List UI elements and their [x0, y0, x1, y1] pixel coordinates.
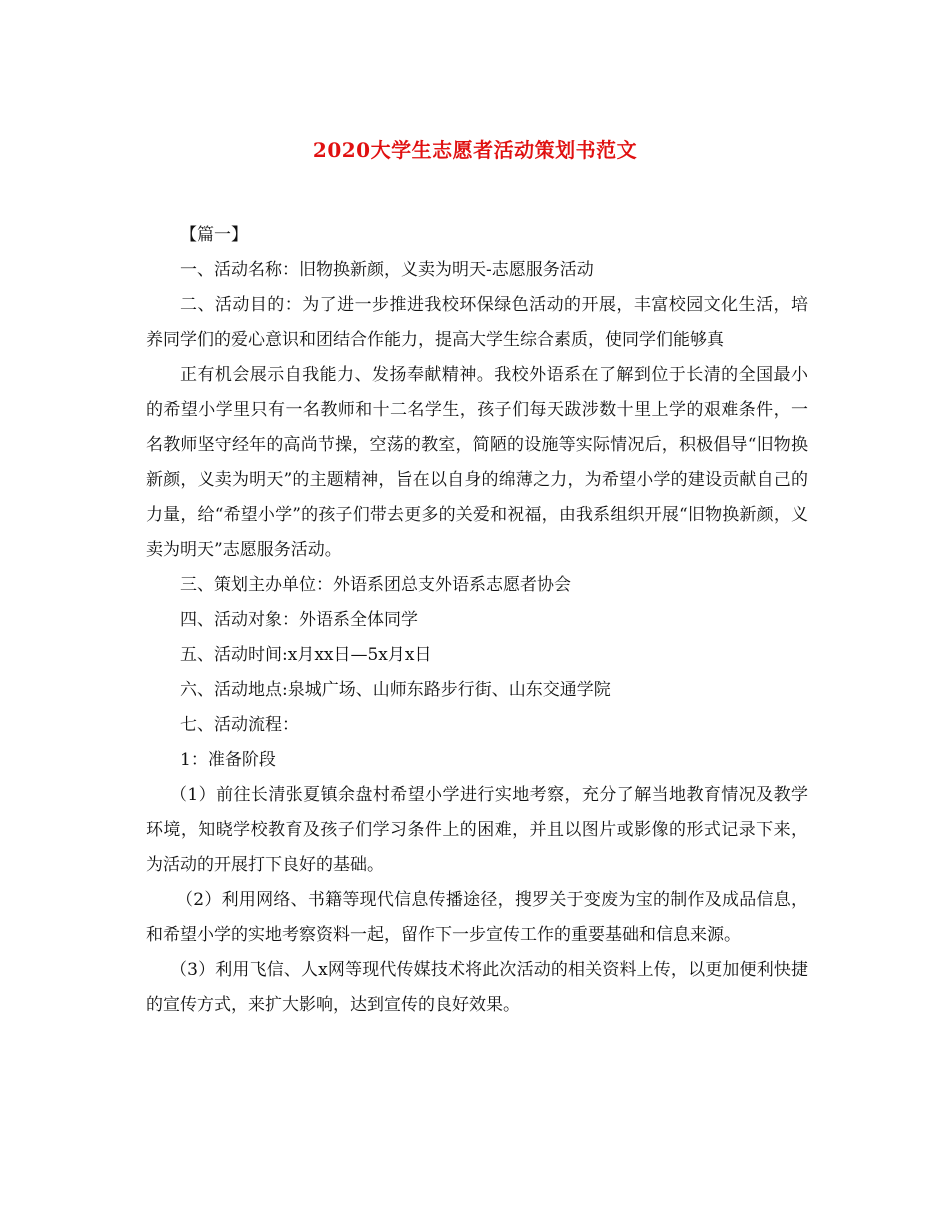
paragraph-process-heading: 七、活动流程： [180, 715, 299, 735]
paragraph-activity-purpose: 二、活动目的：为了进一步推进我校环保绿色活动的开展，丰富校园文化生活，培养同学们的爱心意识和团结合作能力，提高大学生综合素质，使同学们能够真 [146, 295, 808, 350]
paragraph-preparation-stage: 1：准备阶段 [180, 750, 276, 770]
paragraph-step-3: （3）利用飞信、人x网等现代传媒技术将此次活动的相关资料上传，以更加便利快捷的宣传方式，来扩大影响，达到宣传的良好效果。 [146, 960, 808, 1015]
paragraph-time: 五、活动时间:x月xx日—5x月x日 [180, 645, 432, 665]
paragraph-target: 四、活动对象：外语系全体同学 [180, 610, 418, 630]
section-marker: 【篇一】 [180, 225, 248, 245]
paragraph-step-1: （1）前往长清张夏镇余盘村希望小学进行实地考察，充分了解当地教育情况及教学环境，知晓学校教育及孩子们学习条件上的困难，并且以图片或影像的形式记录下来，为活动的开展打下良好的基础。 [146, 785, 808, 875]
paragraph-step-2: （2）利用网络、书籍等现代信息传播途径，搜罗关于变废为宝的制作及成品信息，和希望小学的实地考察资料一起，留作下一步宣传工作的重要基础和信息来源。 [146, 890, 808, 945]
paragraph-location: 六、活动地点:泉城广场、山师东路步行街、山东交通学院 [180, 680, 611, 700]
document-body [146, 218, 808, 1023]
paragraph-organizer: 三、策划主办单位：外语系团总支外语系志愿者协会 [180, 575, 571, 595]
paragraph-activity-background: 正有机会展示自我能力、发扬奉献精神。我校外语系在了解到位于长清的全国最小的希望小学里只有一名教师和十二名学生，孩子们每天跋涉数十里上学的艰难条件，一名教师坚守经年的高尚节操，空荡的教室，简陋的设施等实际情况后，积极倡导“旧物换新颜，义卖为明天”的主题精神，旨在以自身的绵薄之力，为希望小学的建设贡献自己的力量，给“希望小学”的孩子们带去更多的关爱和祝福，由我系组织开展“旧物换新颜，义卖为明天”志愿服务活动。 [146, 365, 808, 560]
paragraph-activity-name: 一、活动名称：旧物换新颜，义卖为明天-志愿服务活动 [180, 260, 594, 280]
document-title: 2020大学生志愿者活动策划书范文 [312, 138, 638, 162]
